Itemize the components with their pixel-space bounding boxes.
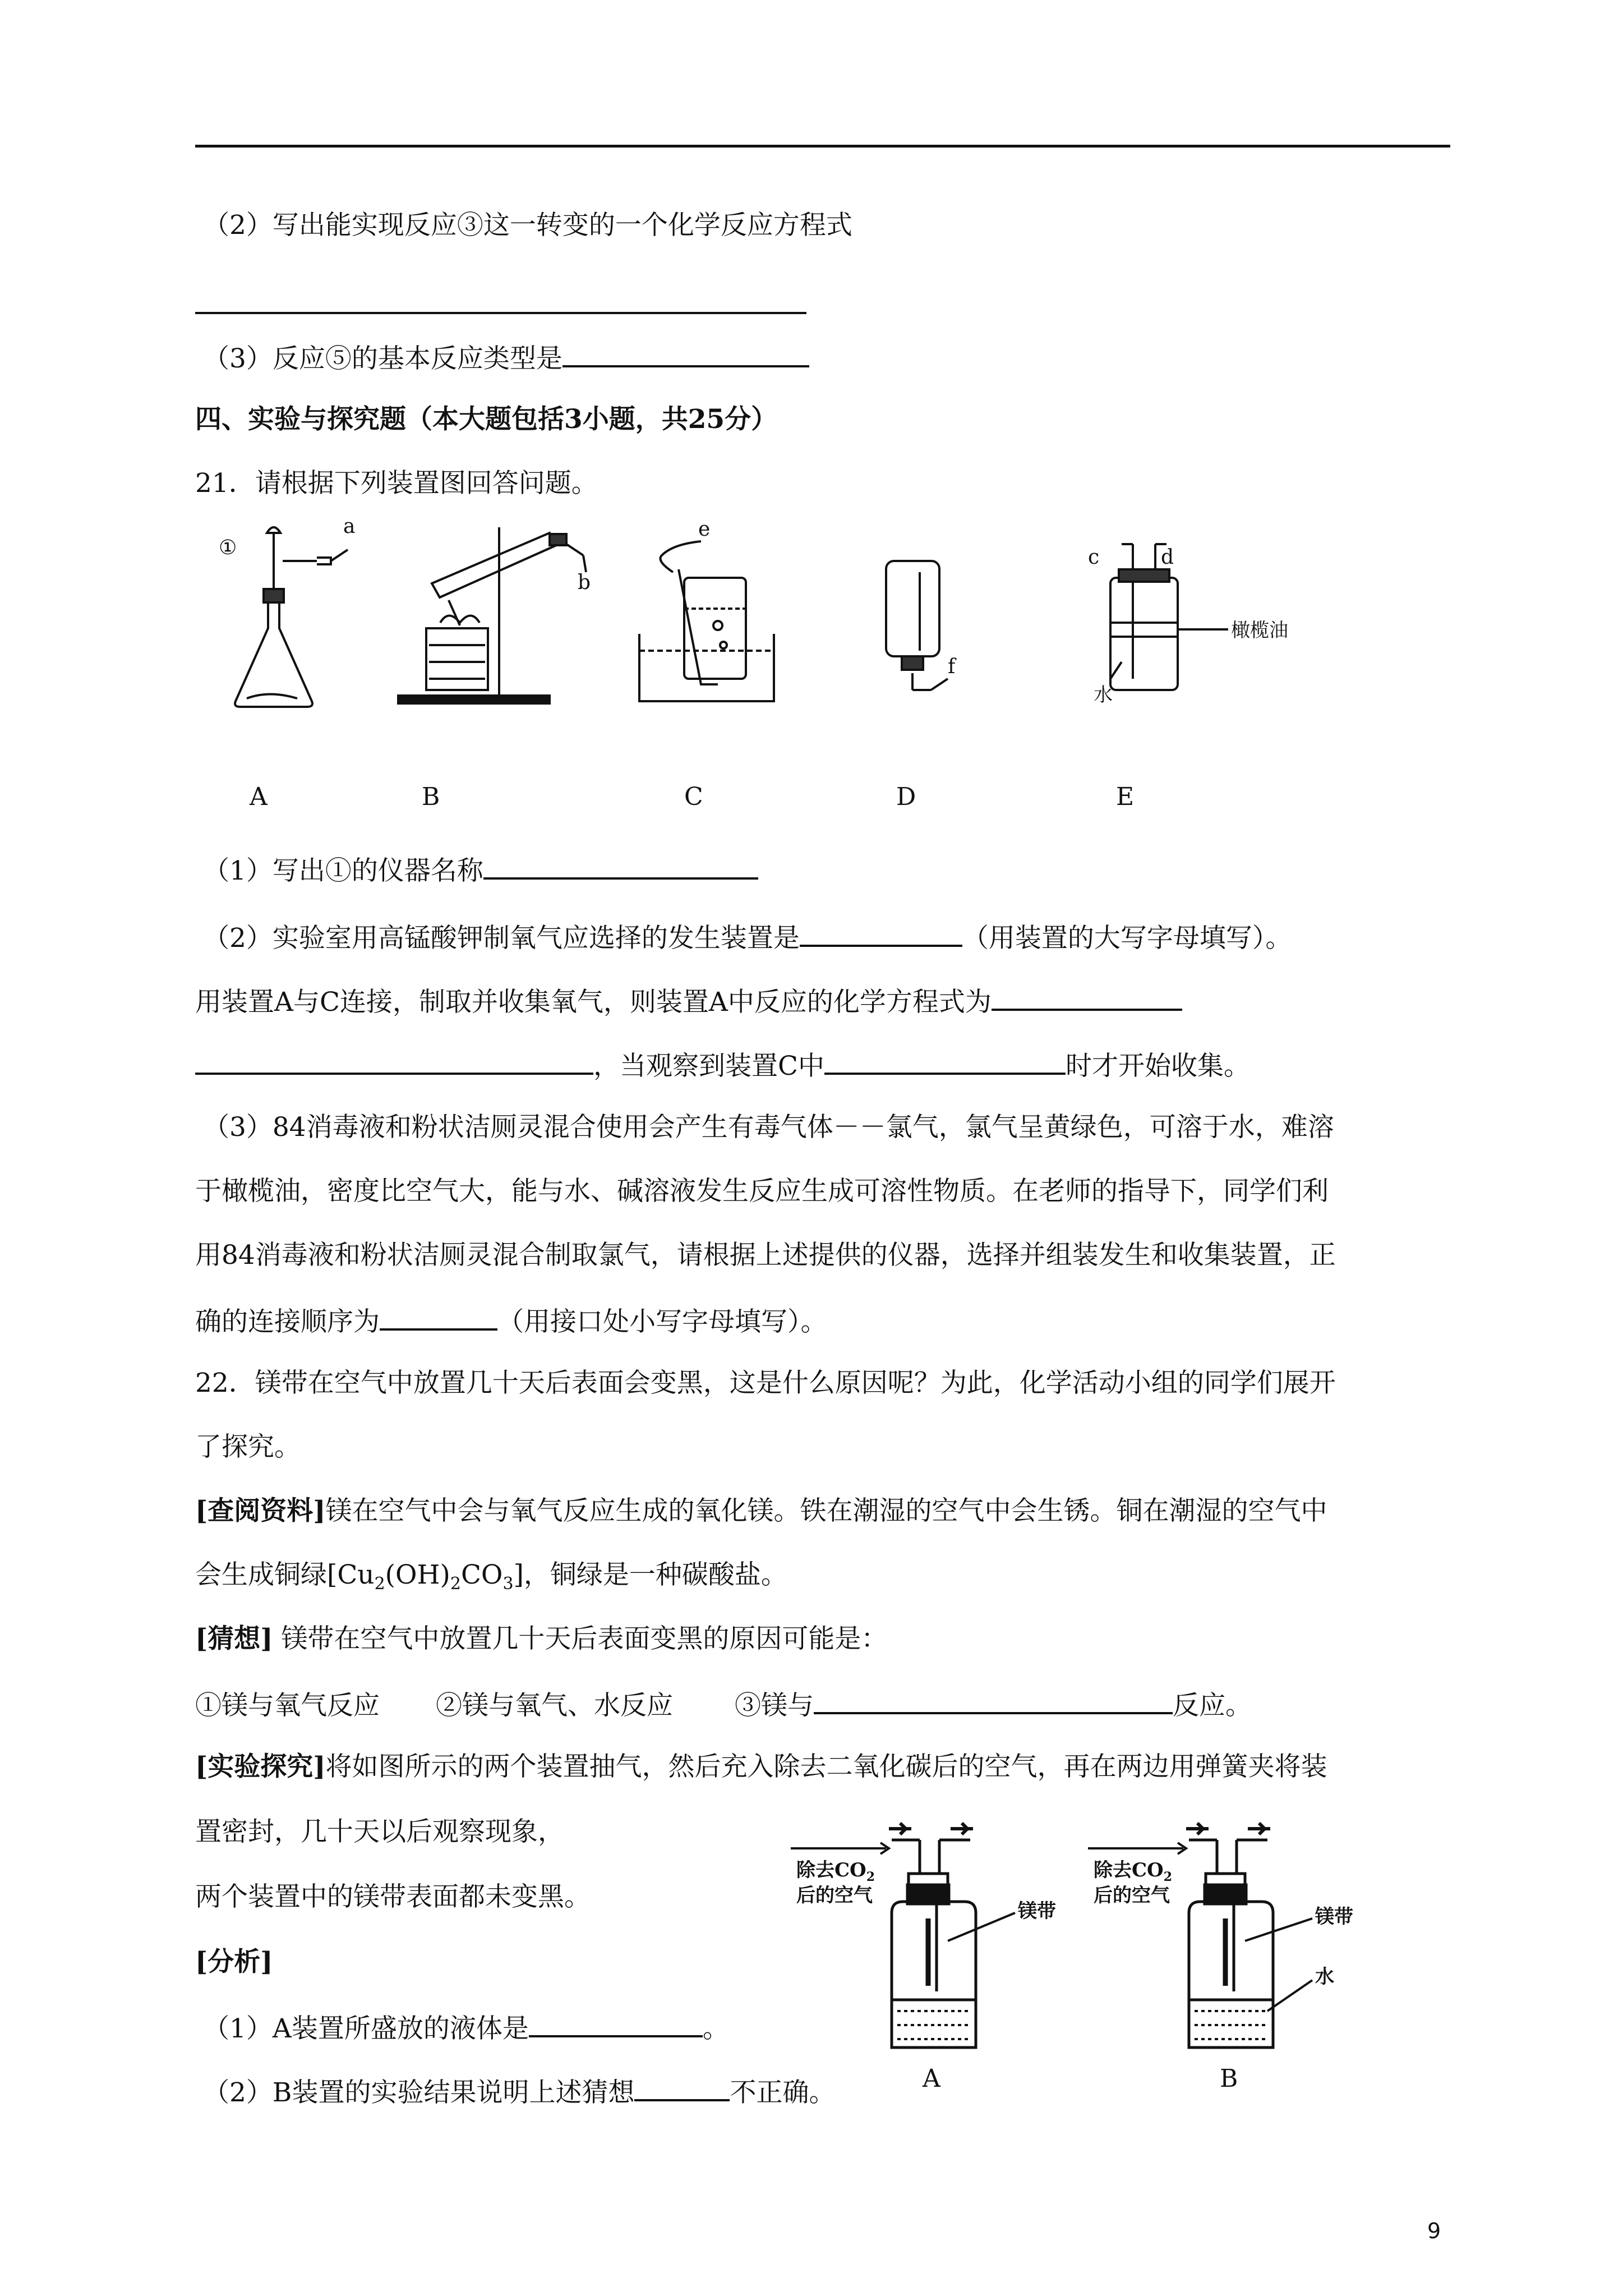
figure-label-a: A <box>923 2064 940 2093</box>
label-b: B <box>422 783 440 811</box>
figure-a-inlet-line2: 后的空气 <box>796 1884 873 1907</box>
figure-b-ribbon-label: 镁带 <box>1315 1906 1353 1928</box>
mark-a: a <box>343 515 356 538</box>
mark-water: 水 <box>1094 684 1113 706</box>
page-number: 9 <box>1427 2219 1441 2243</box>
apparatus-c <box>639 541 774 701</box>
q22-analysis-1: （1）A装置所盛放的液体是 。 <box>203 2009 729 2046</box>
q22-stem-line2: 了探究。 <box>195 1432 301 1462</box>
bottle-b <box>1088 1823 1312 2047</box>
q22-figure <box>780 1818 1368 2064</box>
mark-f: f <box>948 655 956 678</box>
label-d: D <box>896 783 916 811</box>
apparatus-a <box>235 527 348 707</box>
q22-experiment: [实验探究]将如图所示的两个装置抽气，然后充入除去二氧化碳后的空气，再在两边用弹簧夹将装 <box>195 1751 1327 1782</box>
q21-answer-blank-2[interactable] <box>800 919 962 947</box>
q21-part3-line4: 确的连接顺序为 （用接口处小写字母填写）。 <box>195 1303 827 1339</box>
apparatus-d <box>886 561 948 690</box>
section4-title: 四、实验与探究题（本大题包括3小题，共25分） <box>195 404 778 435</box>
q20-part2: （2）写出能实现反应③这一转变的一个化学反应方程式 <box>203 210 852 241</box>
apparatus-b <box>398 527 586 703</box>
q22-analysis-2: （2）B装置的实验结果说明上述猜想 不正确。 <box>203 2073 835 2110</box>
q21-answer-blank-1[interactable] <box>483 852 758 880</box>
q21-part3-line3: 用84消毒液和粉状洁厕灵混合制取氯气，请根据上述提供的仪器，选择并组装发生和收集装置，正 <box>195 1240 1336 1271</box>
mark-olive-oil: 橄榄油 <box>1231 619 1288 642</box>
figure-a-ribbon-label: 镁带 <box>1018 1900 1056 1922</box>
q21-stem: 21．请根据下列装置图回答问题。 <box>195 468 598 499</box>
figure-b-water-label: 水 <box>1315 1966 1334 1988</box>
q22-answer-blank-liquid[interactable] <box>529 2009 703 2037</box>
q22-experiment-line2: 置密封，几十天以后观察现象， <box>195 1816 564 1847</box>
header-rule <box>195 145 1450 148</box>
q21-part2-line2: 用装置A与C连接，制取并收集氧气，则装置A中反应的化学方程式为 <box>195 983 1182 1019</box>
q22-answer-blank-guess[interactable] <box>814 1686 1173 1714</box>
figure-b-inlet-line2: 后的空气 <box>1094 1884 1170 1907</box>
q21-answer-blank-observe[interactable] <box>824 1047 1066 1075</box>
q21-part3-line2: 于橄榄油，密度比空气大，能与水、碱溶液发生反应生成可溶性物质。在老师的指导下，同学们利 <box>195 1176 1329 1207</box>
q21-answer-blank-order[interactable] <box>380 1303 497 1331</box>
q20-answer-blank-3[interactable] <box>562 339 809 367</box>
q22-experiment-line3: 两个装置中的镁带表面都未变黑。 <box>195 1881 591 1912</box>
figure-label-b: B <box>1220 2064 1238 2093</box>
q22-reference-line2: 会生成铜绿$[Cu_2(OH)_2CO_3]$，铜绿是一种碳酸盐。 <box>195 1559 787 1594</box>
label-a: A <box>250 783 268 811</box>
q22-reference: [查阅资料]镁在空气中会与氧气反应生成的氧化镁。铁在潮湿的空气中会生锈。铜在潮湿的空气中 <box>195 1496 1327 1526</box>
figure-b-inlet-line1: 除去$CO_2$ <box>1094 1859 1172 1884</box>
q22-analysis-tag: [分析] <box>195 1947 273 1977</box>
q22-options: ①镁与氧气反应 ②镁与氧气、水反应 ③镁与 反应。 <box>195 1686 1252 1723</box>
mark-circle1: ① <box>219 536 237 559</box>
q21-answer-blank-equation-cont[interactable] <box>195 1047 593 1075</box>
q20-part3: （3）反应⑤的基本反应类型是 <box>203 339 809 376</box>
figure-a-inlet-line1: 除去$CO_2$ <box>796 1859 875 1884</box>
q22-stem-line1: 22．镁带在空气中放置几十天后表面会变黑，这是什么原因呢？为此，化学活动小组的同学们展开 <box>195 1368 1336 1398</box>
q21-apparatus-figure <box>213 510 1295 757</box>
q21-part2-line3: ，当观察到装置C中 时才开始收集。 <box>195 1047 1250 1083</box>
mark-e: e <box>698 518 711 541</box>
mark-b: b <box>578 571 591 594</box>
q21-part2: （2）实验室用高锰酸钾制氧气应选择的发生装置是 （用装置的大写字母填写）。 <box>203 919 1292 955</box>
q22-guess: [猜想] 镁带在空气中放置几十天后表面变黑的原因可能是： <box>195 1623 888 1654</box>
mark-d: d <box>1161 546 1174 569</box>
mark-c: c <box>1088 546 1100 569</box>
q21-part3-line1: （3）84消毒液和粉状洁厕灵混合使用会产生有毒气体－－氯气，氯气呈黄绿色，可溶于水，难溶 <box>203 1112 1334 1143</box>
q21-answer-blank-equation[interactable] <box>992 983 1182 1011</box>
q21-part1: （1）写出①的仪器名称 <box>203 852 758 888</box>
label-e: E <box>1116 783 1135 811</box>
label-c: C <box>684 783 703 811</box>
q22-answer-blank-guessno[interactable] <box>634 2073 730 2101</box>
q20-answer-line-2[interactable] <box>195 286 806 314</box>
bottle-a <box>791 1823 1015 2047</box>
